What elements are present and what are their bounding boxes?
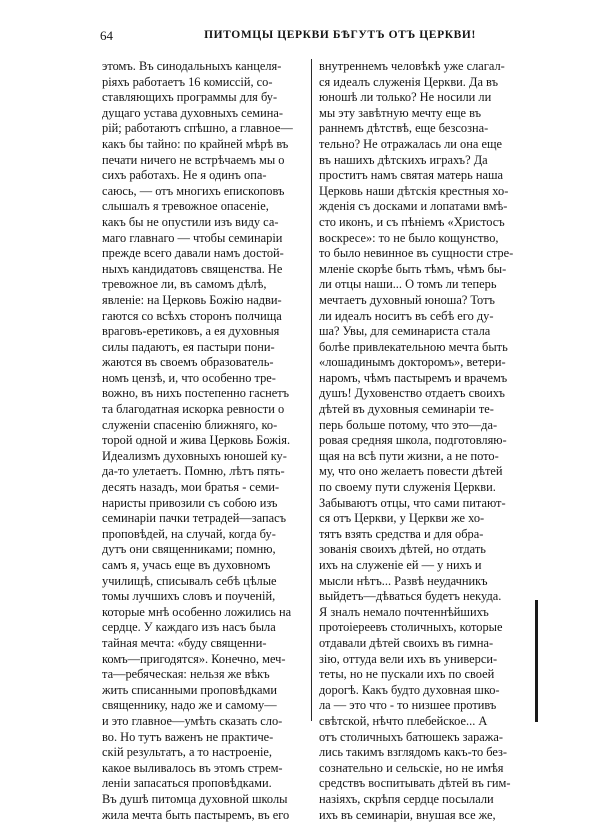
text-line: торой одной и жива Церковь Божія. — [102, 433, 307, 449]
text-line: жить списанными проповѣдками — [102, 683, 307, 699]
text-line: проповѣдей, на случай, когда бу- — [102, 527, 307, 543]
text-line: по своему пути служенія Церкви. — [319, 480, 524, 496]
right-text-column — [319, 59, 524, 823]
text-line: свѣтской, нѣчто плебейское... А — [319, 714, 524, 730]
text-line: комъ—пригодятся». Конечно, меч- — [102, 652, 307, 668]
text-line: да-то улетаетъ. Помню, лѣтъ пять- — [102, 464, 307, 480]
text-line: силы падаютъ, ея пастыри пони- — [102, 340, 307, 356]
text-line: та—ребяческая: нельзя же вѣкъ — [102, 667, 307, 683]
text-line: служеніи спасенію ближняго, ко- — [102, 418, 307, 434]
text-line: и это главное—умѣть сказать сло- — [102, 714, 307, 730]
text-line: рій; работаютъ спѣшно, а главное— — [102, 121, 307, 137]
text-line: маго главнаго — чтобы семинаріи — [102, 231, 307, 247]
text-line: дѣтей въ духовныя семинаріи те- — [319, 402, 524, 418]
text-line: прежде всего давали намъ достой- — [102, 246, 307, 262]
text-line: печати ничего не встрѣчаемъ мы о — [102, 153, 307, 169]
text-line: мы эту завѣтную мечту еще въ — [319, 106, 524, 122]
text-line: му, что оно желаетъ повести дѣтей — [319, 464, 524, 480]
text-line: та благодатная искорка ревности о — [102, 402, 307, 418]
text-line: ся отъ Церкви, у Церкви же хо- — [319, 511, 524, 527]
page-number: 64 — [100, 28, 113, 44]
text-line: ла — это что - то низшее противъ — [319, 698, 524, 714]
left-text-column — [102, 59, 307, 823]
text-line: проститъ намъ святая матерь наша — [319, 168, 524, 184]
text-line: какъ бы не опустили изъ виду са- — [102, 215, 307, 231]
text-line: въ нашихъ дѣтскихъ играхъ? Да — [319, 153, 524, 169]
text-line: томы лучшихъ словъ и поученій, — [102, 589, 307, 605]
text-line: тельно? Не отражалась ли она еще — [319, 137, 524, 153]
text-line: «лошадинымъ докторомъ», ветери- — [319, 355, 524, 371]
text-line: ровая средняя школа, подготовляю- — [319, 433, 524, 449]
text-line: Я зналъ немало почтеннѣйшихъ — [319, 605, 524, 621]
text-line: самъ я, учась еще въ духовномъ — [102, 558, 307, 574]
text-line: сердце. У каждаго изъ насъ была — [102, 620, 307, 636]
text-line: жила мечта быть пастыремъ, въ его — [102, 808, 307, 823]
text-line: которые мнѣ особенно ложились на — [102, 605, 307, 621]
text-line: тревожное ли, въ самомъ дѣлѣ, — [102, 277, 307, 293]
text-line: ихъ въ семинаріи, внушая все же, — [319, 808, 524, 823]
text-line: жденія съ досками и лопатами вмѣ- — [319, 199, 524, 215]
text-line: слышалъ я тревожное опасеніе, — [102, 199, 307, 215]
text-line: протоіереевъ столичныхъ, которые — [319, 620, 524, 636]
text-line: ли идеалъ носитъ въ себѣ его ду- — [319, 309, 524, 325]
text-line: душъ! Духовенство отдаетъ своихъ — [319, 386, 524, 402]
text-line: Идеализмъ духовныхъ юношей ку- — [102, 449, 307, 465]
text-line: тайная мечта: «буду священни- — [102, 636, 307, 652]
text-line: Въ душѣ питомца духовной школы — [102, 792, 307, 808]
text-line: средствъ воспитывать дѣтей въ гим- — [319, 776, 524, 792]
text-line: теты, но не пускали ихъ по своей — [319, 667, 524, 683]
text-line: ріяхъ работаетъ 16 комиссій, со- — [102, 75, 307, 91]
running-title: ПИТОМЦЫ ЦЕРКВИ БѢГУТЪ ОТЪ ЦЕРКВИ! — [160, 29, 520, 41]
text-line: выйдетъ—дѣваться будетъ некуда. — [319, 589, 524, 605]
text-line: ихъ на служеніе ей — у нихъ и — [319, 558, 524, 574]
page-header — [100, 28, 520, 46]
text-line: зію, оттуда вели ихъ въ универси- — [319, 652, 524, 668]
text-line: ныхъ кандидатовъ священства. Не — [102, 262, 307, 278]
text-line: перь больше потому, что это—да- — [319, 418, 524, 434]
text-line: внутреннемъ человѣкѣ уже слагал- — [319, 59, 524, 75]
text-line: наромъ, чѣмъ пастыремъ и врачемъ — [319, 371, 524, 387]
text-line: ся идеалъ служенія Церкви. Да въ — [319, 75, 524, 91]
text-line: сто иконъ, и съ пѣніемъ «Христосъ — [319, 215, 524, 231]
text-line: наристы привозили съ собою изъ — [102, 496, 307, 512]
column-divider — [311, 59, 312, 721]
text-line: дутъ они священниками; помню, — [102, 542, 307, 558]
text-line: юношѣ ли только? Не носили ли — [319, 90, 524, 106]
text-line: дорогѣ. Какъ будто духовная шко- — [319, 683, 524, 699]
text-line: Церковь наши дѣтскія крестныя хо- — [319, 184, 524, 200]
text-line: скій результатъ, а то настроеніе, — [102, 745, 307, 761]
text-line: сихъ работахъ. Не я одинъ опа- — [102, 168, 307, 184]
text-line: вожно, въ нихъ постепенно гаснетъ — [102, 386, 307, 402]
margin-rule-mark — [535, 600, 538, 722]
text-line: священнику, надо же и самому— — [102, 698, 307, 714]
text-line: Забываютъ отцы, что сами питают- — [319, 496, 524, 512]
text-line: какое выливалось въ этомъ стрем- — [102, 761, 307, 777]
text-line: зованія своихъ дѣтей, но отдать — [319, 542, 524, 558]
text-line: саюсь, — отъ многихъ епископовъ — [102, 184, 307, 200]
text-line: отдавали дѣтей своихъ въ гимна- — [319, 636, 524, 652]
text-line: семинаріи пачки тетрадей—запасъ — [102, 511, 307, 527]
text-line: дущаго устава духовныхъ семина- — [102, 106, 307, 122]
text-line: мленіе скорѣе быть тѣмъ, чѣмъ бы- — [319, 262, 524, 278]
text-line: тятъ взять средства и для обра- — [319, 527, 524, 543]
text-line: ставляющихъ программы для бу- — [102, 90, 307, 106]
text-line: ша? Увы, для семинариста стала — [319, 324, 524, 340]
text-line: во. Но тутъ важенъ не практиче- — [102, 730, 307, 746]
text-line: номъ цензѣ, и, что особенно тре- — [102, 371, 307, 387]
text-line: раннемъ дѣтствѣ, еще безсозна- — [319, 121, 524, 137]
text-line: этомъ. Въ синодальныхъ канцеля- — [102, 59, 307, 75]
text-line: явленіе: на Церковь Божію надви- — [102, 293, 307, 309]
text-line: жаются въ своемъ образователь- — [102, 355, 307, 371]
text-line: враговъ-еретиковъ, а ея духовныя — [102, 324, 307, 340]
text-line: училищѣ, списывалъ себѣ цѣлые — [102, 574, 307, 590]
text-line: отъ столичныхъ батюшекъ заража- — [319, 730, 524, 746]
text-line: воскресе»: то не было кощунство, — [319, 231, 524, 247]
text-line: лись такимъ взглядомъ какъ-то без- — [319, 745, 524, 761]
text-line: назіяхъ, скрѣпя сердце посылали — [319, 792, 524, 808]
text-line: какъ бы тайно: по крайней мѣрѣ въ — [102, 137, 307, 153]
text-line: то было невинное въ сущности стре- — [319, 246, 524, 262]
text-line: леніи запасаться проповѣдками. — [102, 776, 307, 792]
text-line: мысли нѣтъ... Развѣ неудачникъ — [319, 574, 524, 590]
text-line: сознательно и сельскіе, но не имѣя — [319, 761, 524, 777]
text-line: мечтаетъ духовный юноша? Тотъ — [319, 293, 524, 309]
text-line: болѣе привлекательною мечта быть — [319, 340, 524, 356]
text-line: гаются со всѣхъ сторонъ полчища — [102, 309, 307, 325]
text-line: щая на всѣ пути жизни, а не пото- — [319, 449, 524, 465]
text-line: ли отцы наши... О томъ ли теперь — [319, 277, 524, 293]
text-line: десять назадъ, мои братья - семи- — [102, 480, 307, 496]
